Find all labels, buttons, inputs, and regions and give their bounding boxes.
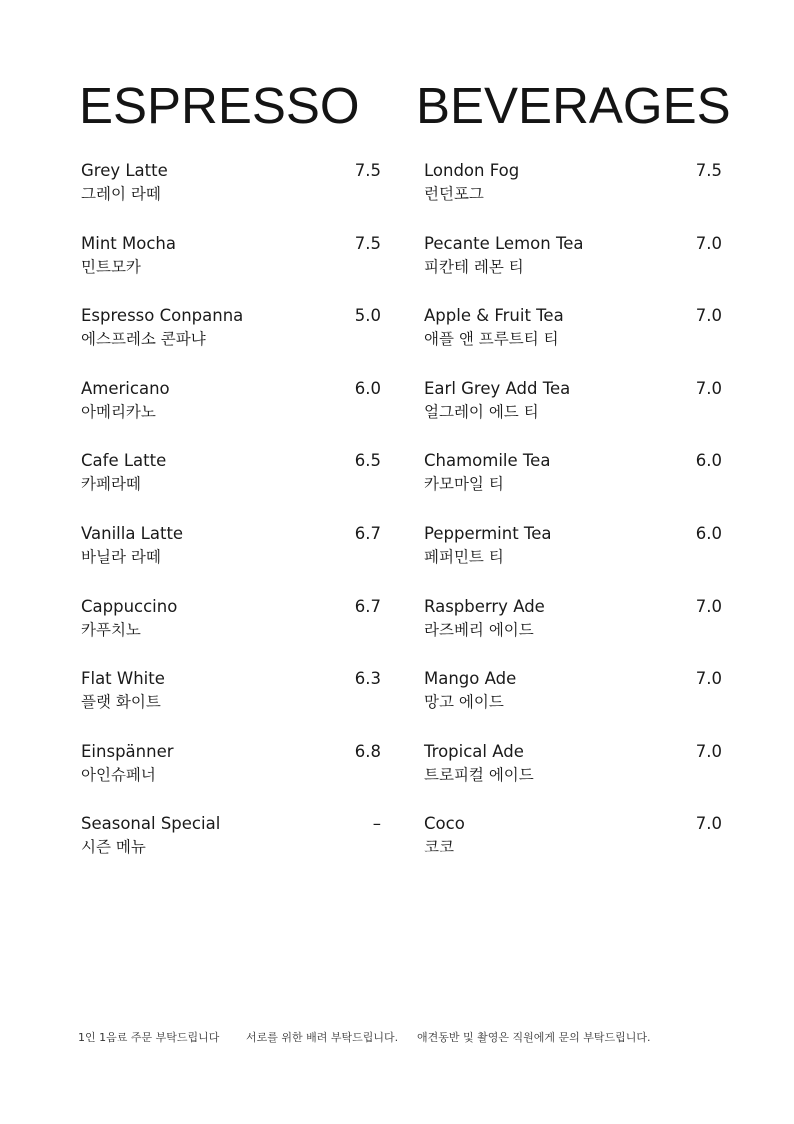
item-name: Seasonal Special [81,814,221,834]
item-name: Pecante Lemon Tea [424,233,584,253]
menu-item-apple-fruit-tea [424,304,722,377]
item-korean-name: 트로피컬 에이드 [424,765,534,784]
item-korean-name: 애플 앤 프루트티 티 [424,330,559,349]
item-name: Vanilla Latte [81,523,184,543]
footer-note-pets-photos: 애견동반 및 촬영은 직원에게 문의 부탁드립니다. [417,1031,651,1044]
item-name: Mango Ade [424,669,517,689]
menu-item-flat-white [81,667,383,740]
item-korean-name: 민트모카 [81,257,141,276]
item-korean-name: 아인슈페너 [81,765,156,784]
item-name: Tropical Ade [424,741,524,761]
beverages-heading: BEVERAGES [416,77,731,134]
item-name: Chamomile Tea [424,451,551,471]
footer-note-consideration: 서로를 위한 배려 부탁드립니다. [246,1031,399,1044]
item-price: 6.0 [695,451,722,471]
item-name: London Fog [424,161,520,180]
item-name: Cappuccino [81,596,178,616]
item-korean-name: 얼그레이 에드 티 [424,402,539,421]
menu-item-pecante-lemon-tea [424,232,722,305]
item-korean-name: 카푸치노 [81,620,141,639]
item-name: Flat White [81,669,165,689]
item-price: 7.5 [695,161,722,180]
item-price: 7.5 [354,233,381,253]
menu-item-grey-latte [81,159,383,232]
item-price: 7.0 [695,596,722,616]
item-korean-name: 그레이 라떼 [81,185,161,203]
item-name: Mint Mocha [81,233,176,253]
item-korean-name: 런던포그 [424,185,484,203]
menu-item-tropical-ade [424,740,722,813]
item-name: Grey Latte [81,161,168,180]
item-price: 6.5 [354,451,381,471]
menu-item-americano [81,377,383,450]
item-name: Raspberry Ade [424,596,545,616]
item-name: Coco [424,814,465,834]
item-price: 6.7 [354,596,381,616]
item-korean-name: 망고 에이드 [424,693,504,712]
espresso-menu-list [81,159,383,885]
item-name: Cafe Latte [81,451,167,471]
item-price: 6.0 [695,523,722,543]
item-price: 6.7 [354,523,381,543]
menu-item-peppermint-tea [424,522,722,595]
menu-item-einspanner [81,740,383,813]
menu-item-london-fog [424,159,722,232]
item-korean-name: 바닐라 라떼 [81,547,161,566]
menu-item-raspberry-ade [424,595,722,668]
item-korean-name: 플랫 화이트 [81,693,161,712]
item-name: Americano [81,378,170,398]
item-korean-name: 라즈베리 에이드 [424,620,534,639]
menu-item-chamomile-tea [424,449,722,522]
item-price: 6.3 [354,669,381,689]
item-korean-name: 피칸테 레몬 티 [424,257,524,276]
item-korean-name: 코코 [424,838,454,857]
item-price: 7.0 [695,669,722,689]
item-korean-name: 카페라떼 [81,475,141,494]
menu-item-mint-mocha [81,232,383,305]
beverages-menu-list [424,159,722,885]
menu-item-espresso-conpanna [81,304,383,377]
item-korean-name: 에스프레소 콘파냐 [81,330,206,349]
item-price: 6.0 [354,378,381,398]
item-name: Earl Grey Add Tea [424,378,571,398]
menu-item-mango-ade [424,667,722,740]
item-price: 7.0 [695,741,722,761]
item-price: 7.0 [695,378,722,398]
item-price: 6.8 [354,741,381,761]
item-korean-name: 시즌 메뉴 [81,838,146,857]
menu-item-coco [424,812,722,885]
menu-item-earl-grey-add-tea [424,377,722,450]
item-price: 5.0 [354,306,381,326]
item-price: – [372,814,381,834]
item-korean-name: 카모마일 티 [424,475,504,494]
item-name: Peppermint Tea [424,523,552,543]
item-korean-name: 아메리카노 [81,402,156,421]
item-name: Apple & Fruit Tea [424,306,564,326]
menu-item-vanilla-latte [81,522,383,595]
espresso-heading: ESPRESSO [79,77,360,134]
menu-item-seasonal-special [81,812,383,885]
footer-note-one-drink: 1인 1음료 주문 부탁드립니다 [78,1031,220,1044]
item-price: 7.0 [695,233,722,253]
menu-item-cafe-latte [81,449,383,522]
item-price: 7.5 [354,161,381,180]
menu-item-cappuccino [81,595,383,668]
item-korean-name: 페퍼민트 티 [424,547,504,566]
item-price: 7.0 [695,306,722,326]
item-price: 7.0 [695,814,722,834]
item-name: Espresso Conpanna [81,306,244,326]
item-name: Einspänner [81,741,174,761]
